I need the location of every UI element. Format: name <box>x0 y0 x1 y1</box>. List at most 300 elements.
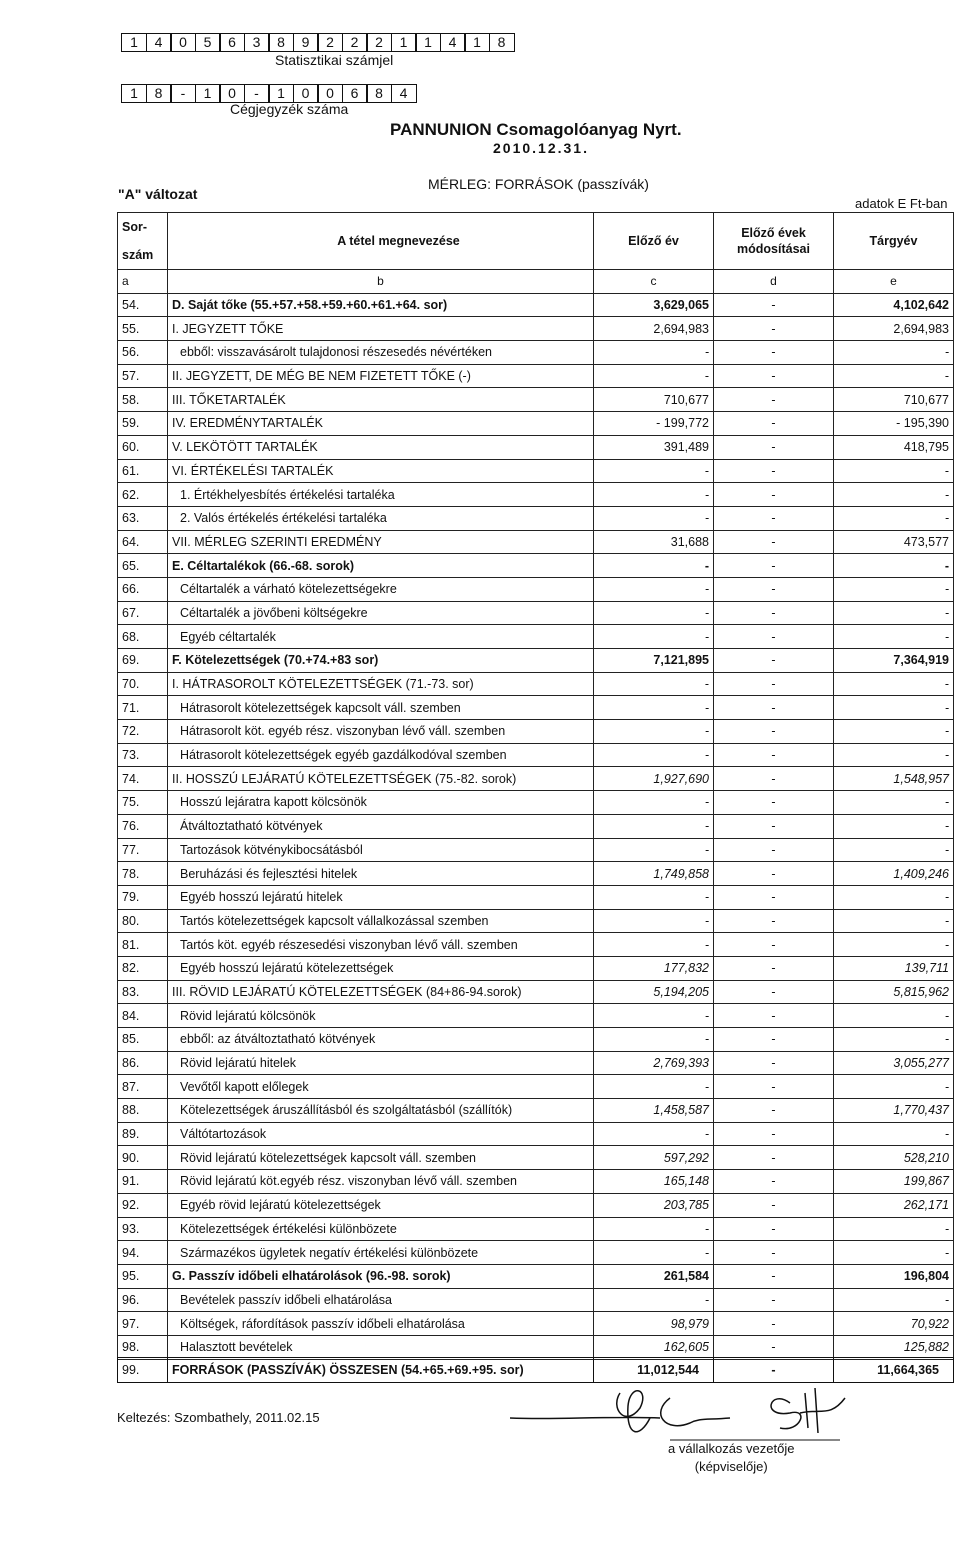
row-current-year: - <box>834 1028 954 1052</box>
row-prev-year: - <box>594 885 714 909</box>
row-name: V. LEKÖTÖTT TARTALÉK <box>168 435 594 459</box>
row-number: 71. <box>118 696 168 720</box>
total-prev: 11,012,544 <box>594 1358 714 1383</box>
row-number: 66. <box>118 577 168 601</box>
row-name: Költségek, ráfordítások passzív időbeli elhatárolása <box>168 1312 594 1336</box>
row-prev-year: - <box>594 743 714 767</box>
table-row <box>118 1264 954 1288</box>
row-modification: - <box>714 838 834 862</box>
row-prev-year: - <box>594 1122 714 1146</box>
row-number: 59. <box>118 412 168 436</box>
row-current-year: - <box>834 743 954 767</box>
row-current-year: - <box>834 341 954 365</box>
row-number: 79. <box>118 885 168 909</box>
row-current-year: - <box>834 364 954 388</box>
row-name: Kötelezettségek áruszállításból és szolgáltatásból (szállítók) <box>168 1099 594 1123</box>
table-row <box>118 1051 954 1075</box>
row-name: Egyéb céltartalék <box>168 625 594 649</box>
row-modification: - <box>714 696 834 720</box>
row-number: 76. <box>118 814 168 838</box>
reg-digit-box: 0 <box>317 84 343 103</box>
row-name: Tartozások kötvénykibocsátásból <box>168 838 594 862</box>
reg-digit-box: 0 <box>293 84 319 103</box>
row-current-year: - <box>834 672 954 696</box>
row-modification: - <box>714 577 834 601</box>
row-name: Tartós kötelezettségek kapcsolt vállalkozással szemben <box>168 909 594 933</box>
row-prev-year: 1,458,587 <box>594 1099 714 1123</box>
table-row <box>118 1193 954 1217</box>
row-prev-year: - <box>594 341 714 365</box>
row-name: Tartós köt. egyéb részesedési viszonyban lévő váll. szemben <box>168 933 594 957</box>
letter-d: d <box>714 270 834 294</box>
row-number: 87. <box>118 1075 168 1099</box>
row-prev-year: - <box>594 1241 714 1265</box>
statement-title: MÉRLEG: FORRÁSOK (passzívák) <box>428 176 649 192</box>
table-row <box>118 672 954 696</box>
row-prev-year: 1,927,690 <box>594 767 714 791</box>
row-modification: - <box>714 1122 834 1146</box>
row-number: 81. <box>118 933 168 957</box>
table-row <box>118 1146 954 1170</box>
row-modification: - <box>714 625 834 649</box>
stat-digit-box: 1 <box>121 33 147 52</box>
row-prev-year: 165,148 <box>594 1170 714 1194</box>
row-name: Halasztott bevételek <box>168 1335 594 1359</box>
row-modification: - <box>714 1241 834 1265</box>
row-prev-year: - <box>594 483 714 507</box>
row-prev-year: 177,832 <box>594 956 714 980</box>
row-name: ebből: az átváltoztatható kötvények <box>168 1028 594 1052</box>
row-number: 65. <box>118 554 168 578</box>
row-number: 75. <box>118 791 168 815</box>
row-prev-year: 2,694,983 <box>594 317 714 341</box>
row-name: Egyéb hosszú lejáratú kötelezettségek <box>168 956 594 980</box>
row-name: Váltótartozások <box>168 1122 594 1146</box>
row-current-year: 1,548,957 <box>834 767 954 791</box>
row-prev-year: - <box>594 1075 714 1099</box>
total-name: FORRÁSOK (PASSZÍVÁK) ÖSSZESEN (54.+65.+69.+95. sor) <box>168 1358 594 1383</box>
row-current-year: - <box>834 933 954 957</box>
row-number: 97. <box>118 1312 168 1336</box>
table-row <box>118 1217 954 1241</box>
row-prev-year: - <box>594 791 714 815</box>
row-number: 74. <box>118 767 168 791</box>
row-current-year: - <box>834 1075 954 1099</box>
row-prev-year: - <box>594 601 714 625</box>
row-modification: - <box>714 862 834 886</box>
row-name: G. Passzív időbeli elhatárolások (96.-98. sorok) <box>168 1264 594 1288</box>
table-row <box>118 1122 954 1146</box>
row-name: Kötelezettségek értékelési különbözete <box>168 1217 594 1241</box>
stat-digit-box: 0 <box>170 33 196 52</box>
row-name: Hátrasorolt köt. egyéb rész. viszonyban lévő váll. szemben <box>168 720 594 744</box>
reg-digit-box: 8 <box>366 84 392 103</box>
row-number: 91. <box>118 1170 168 1194</box>
row-prev-year: 7,121,895 <box>594 649 714 673</box>
stat-digit-box: 5 <box>195 33 221 52</box>
reg-digit-box: - <box>170 84 196 103</box>
row-prev-year: 261,584 <box>594 1264 714 1288</box>
stat-digit-box: 8 <box>489 33 515 52</box>
table-row <box>118 862 954 886</box>
row-current-year: - <box>834 1288 954 1312</box>
table-row <box>118 720 954 744</box>
row-modification: - <box>714 483 834 507</box>
stat-digit-box: 6 <box>219 33 245 52</box>
row-modification: - <box>714 364 834 388</box>
row-name: Bevételek passzív időbeli elhatárolása <box>168 1288 594 1312</box>
row-modification: - <box>714 814 834 838</box>
row-current-year: - <box>834 601 954 625</box>
row-modification: - <box>714 1051 834 1075</box>
row-modification: - <box>714 1264 834 1288</box>
row-prev-year: 203,785 <box>594 1193 714 1217</box>
registry-number-caption: Cégjegyzék száma <box>230 101 349 117</box>
row-prev-year: - <box>594 1288 714 1312</box>
row-number: 93. <box>118 1217 168 1241</box>
row-current-year: 4,102,642 <box>834 293 954 317</box>
row-number: 80. <box>118 909 168 933</box>
row-current-year: 3,055,277 <box>834 1051 954 1075</box>
row-modification: - <box>714 1312 834 1336</box>
row-modification: - <box>714 1217 834 1241</box>
table-row <box>118 885 954 909</box>
table-row <box>118 1241 954 1265</box>
table-row <box>118 625 954 649</box>
signer-label <box>668 1440 794 1476</box>
row-number: 55. <box>118 317 168 341</box>
row-modification: - <box>714 1288 834 1312</box>
report-date: 2010.12.31. <box>493 140 589 156</box>
row-name: IV. EREDMÉNYTARTALÉK <box>168 412 594 436</box>
row-modification: - <box>714 649 834 673</box>
row-number: 98. <box>118 1335 168 1359</box>
row-prev-year: - <box>594 933 714 957</box>
row-current-year: 710,677 <box>834 388 954 412</box>
variant-label: "A" változat <box>118 186 198 202</box>
row-modification: - <box>714 1170 834 1194</box>
total-mod: - <box>714 1358 834 1383</box>
stat-digit-box: 1 <box>464 33 490 52</box>
statistical-number-boxes <box>121 33 513 52</box>
table-row <box>118 459 954 483</box>
row-number: 70. <box>118 672 168 696</box>
header-sorszam: Sor- szám <box>118 213 168 270</box>
letter-b: b <box>168 270 594 294</box>
header-targyev: Tárgyév <box>834 213 954 270</box>
row-number: 77. <box>118 838 168 862</box>
row-number: 83. <box>118 980 168 1004</box>
row-prev-year: 3,629,065 <box>594 293 714 317</box>
header-megnevezes: A tétel megnevezése <box>168 213 594 270</box>
table-row <box>118 909 954 933</box>
row-number: 96. <box>118 1288 168 1312</box>
row-current-year: 70,922 <box>834 1312 954 1336</box>
table-row <box>118 483 954 507</box>
row-current-year: 7,364,919 <box>834 649 954 673</box>
row-name: Egyéb rövid lejáratú kötelezettségek <box>168 1193 594 1217</box>
total-no: 99. <box>118 1358 168 1383</box>
row-current-year: - <box>834 1004 954 1028</box>
row-number: 57. <box>118 364 168 388</box>
row-name: Hátrasorolt kötelezettségek kapcsolt váll. szemben <box>168 696 594 720</box>
row-prev-year: - <box>594 838 714 862</box>
row-number: 63. <box>118 506 168 530</box>
row-number: 88. <box>118 1099 168 1123</box>
row-name: 2. Valós értékelés értékelési tartaléka <box>168 506 594 530</box>
row-number: 73. <box>118 743 168 767</box>
row-prev-year: - <box>594 1004 714 1028</box>
row-prev-year: 597,292 <box>594 1146 714 1170</box>
row-name: D. Saját tőke (55.+57.+58.+59.+60.+61.+64. sor) <box>168 293 594 317</box>
letter-e: e <box>834 270 954 294</box>
row-number: 78. <box>118 862 168 886</box>
row-modification: - <box>714 956 834 980</box>
row-name: II. HOSSZÚ LEJÁRATÚ KÖTELEZETTSÉGEK (75.-82. sorok) <box>168 767 594 791</box>
row-name: III. TŐKETARTALÉK <box>168 388 594 412</box>
row-name: E. Céltartalékok (66.-68. sorok) <box>168 554 594 578</box>
row-current-year: - <box>834 838 954 862</box>
row-current-year: 139,711 <box>834 956 954 980</box>
table-row <box>118 838 954 862</box>
table-row <box>118 1335 954 1359</box>
table-row <box>118 412 954 436</box>
stat-digit-box: 2 <box>366 33 392 52</box>
table-row <box>118 696 954 720</box>
row-prev-year: - <box>594 1217 714 1241</box>
row-modification: - <box>714 530 834 554</box>
table-row <box>118 554 954 578</box>
row-modification: - <box>714 885 834 909</box>
reg-digit-box: - <box>244 84 270 103</box>
table-row <box>118 743 954 767</box>
row-prev-year: - <box>594 506 714 530</box>
stat-digit-box: 1 <box>391 33 417 52</box>
stat-digit-box: 2 <box>317 33 343 52</box>
row-current-year: - <box>834 625 954 649</box>
row-current-year: - <box>834 696 954 720</box>
row-number: 90. <box>118 1146 168 1170</box>
row-prev-year: 391,489 <box>594 435 714 459</box>
row-prev-year: - <box>594 1028 714 1052</box>
row-modification: - <box>714 341 834 365</box>
row-modification: - <box>714 1335 834 1359</box>
table-row <box>118 601 954 625</box>
row-prev-year: - <box>594 672 714 696</box>
row-name: 1. Értékhelyesbítés értékelési tartaléka <box>168 483 594 507</box>
row-modification: - <box>714 459 834 483</box>
row-number: 72. <box>118 720 168 744</box>
unit-label: adatok E Ft-ban <box>855 196 948 211</box>
letter-c: c <box>594 270 714 294</box>
table-row <box>118 933 954 957</box>
table-row <box>118 364 954 388</box>
row-prev-year: - <box>594 909 714 933</box>
row-prev-year: 31,688 <box>594 530 714 554</box>
signature-image <box>500 1378 860 1448</box>
row-modification: - <box>714 672 834 696</box>
table-row <box>118 388 954 412</box>
row-current-year: 5,815,962 <box>834 980 954 1004</box>
row-name: I. HÁTRASOROLT KÖTELEZETTSÉGEK (71.-73. sor) <box>168 672 594 696</box>
row-name: Hosszú lejáratra kapott kölcsönök <box>168 791 594 815</box>
row-modification: - <box>714 1028 834 1052</box>
row-number: 95. <box>118 1264 168 1288</box>
row-prev-year: 5,194,205 <box>594 980 714 1004</box>
row-modification: - <box>714 388 834 412</box>
row-current-year: - <box>834 1122 954 1146</box>
row-name: Átváltoztatható kötvények <box>168 814 594 838</box>
row-number: 89. <box>118 1122 168 1146</box>
header-modositas: Előző évek módosításai <box>714 213 834 270</box>
row-name: Céltartalék a jövőbeni költségekre <box>168 601 594 625</box>
stat-digit-box: 4 <box>146 33 172 52</box>
row-modification: - <box>714 1099 834 1123</box>
row-number: 85. <box>118 1028 168 1052</box>
row-current-year: 528,210 <box>834 1146 954 1170</box>
row-modification: - <box>714 1193 834 1217</box>
row-modification: - <box>714 412 834 436</box>
row-name: Rövid lejáratú köt.egyéb rész. viszonyban lévő váll. szemben <box>168 1170 594 1194</box>
total-cur: 11,664,365 <box>834 1358 954 1383</box>
stat-digit-box: 9 <box>293 33 319 52</box>
row-name: Rövid lejáratú kötelezettségek kapcsolt váll. szemben <box>168 1146 594 1170</box>
table-row <box>118 506 954 530</box>
reg-digit-box: 1 <box>268 84 294 103</box>
row-number: 92. <box>118 1193 168 1217</box>
table-row <box>118 341 954 365</box>
row-modification: - <box>714 1146 834 1170</box>
table-row <box>118 649 954 673</box>
row-modification: - <box>714 317 834 341</box>
row-current-year: - <box>834 459 954 483</box>
row-modification: - <box>714 909 834 933</box>
row-modification: - <box>714 743 834 767</box>
row-modification: - <box>714 293 834 317</box>
row-number: 56. <box>118 341 168 365</box>
row-modification: - <box>714 554 834 578</box>
row-prev-year: 162,605 <box>594 1335 714 1359</box>
row-number: 54. <box>118 293 168 317</box>
signer-title: a vállalkozás vezetője <box>668 1441 795 1456</box>
table-row <box>118 1075 954 1099</box>
row-number: 94. <box>118 1241 168 1265</box>
row-prev-year: - <box>594 554 714 578</box>
table-row <box>118 1312 954 1336</box>
table-row <box>118 1288 954 1312</box>
row-modification: - <box>714 720 834 744</box>
row-prev-year: - <box>594 625 714 649</box>
table-row <box>118 1170 954 1194</box>
reg-digit-box: 0 <box>219 84 245 103</box>
row-modification: - <box>714 1075 834 1099</box>
table-row <box>118 1004 954 1028</box>
reg-digit-box: 1 <box>121 84 147 103</box>
header-elozo-ev: Előző év <box>594 213 714 270</box>
row-name: Beruházási és fejlesztési hitelek <box>168 862 594 886</box>
row-current-year: 262,171 <box>834 1193 954 1217</box>
row-number: 62. <box>118 483 168 507</box>
stat-digit-box: 3 <box>244 33 270 52</box>
row-prev-year: - <box>594 459 714 483</box>
row-name: F. Kötelezettségek (70.+74.+83 sor) <box>168 649 594 673</box>
table-row <box>118 1099 954 1123</box>
row-current-year: - <box>834 1241 954 1265</box>
row-prev-year: 2,769,393 <box>594 1051 714 1075</box>
table-row <box>118 1028 954 1052</box>
table-row <box>118 980 954 1004</box>
row-prev-year: 98,979 <box>594 1312 714 1336</box>
row-current-year: - <box>834 577 954 601</box>
row-name: Rövid lejáratú kölcsönök <box>168 1004 594 1028</box>
row-current-year: - <box>834 909 954 933</box>
row-name: Egyéb hosszú lejáratú hitelek <box>168 885 594 909</box>
balance-sheet-table <box>117 212 954 1360</box>
statistical-number-caption: Statisztikai számjel <box>275 52 394 68</box>
signer-subtitle: (képviselője) <box>694 1459 768 1474</box>
row-number: 69. <box>118 649 168 673</box>
row-current-year: 418,795 <box>834 435 954 459</box>
reg-digit-box: 4 <box>391 84 417 103</box>
row-current-year: - <box>834 1217 954 1241</box>
row-current-year: 125,882 <box>834 1335 954 1359</box>
row-name: Származékos ügyletek negatív értékelési különbözete <box>168 1241 594 1265</box>
row-modification: - <box>714 601 834 625</box>
row-current-year: - <box>834 483 954 507</box>
row-name: III. RÖVID LEJÁRATÚ KÖTELEZETTSÉGEK (84+86-94.sorok) <box>168 980 594 1004</box>
table-row <box>118 293 954 317</box>
table-row <box>118 767 954 791</box>
row-number: 86. <box>118 1051 168 1075</box>
row-prev-year: - <box>594 696 714 720</box>
row-current-year: - <box>834 885 954 909</box>
row-current-year: 2,694,983 <box>834 317 954 341</box>
stat-digit-box: 1 <box>415 33 441 52</box>
row-current-year: - 195,390 <box>834 412 954 436</box>
row-number: 82. <box>118 956 168 980</box>
row-modification: - <box>714 933 834 957</box>
row-number: 60. <box>118 435 168 459</box>
date-place: Keltezés: Szombathely, 2011.02.15 <box>117 1410 320 1425</box>
row-current-year: 199,867 <box>834 1170 954 1194</box>
reg-digit-box: 8 <box>146 84 172 103</box>
row-modification: - <box>714 791 834 815</box>
row-name: VII. MÉRLEG SZERINTI EREDMÉNY <box>168 530 594 554</box>
row-current-year: - <box>834 791 954 815</box>
stat-digit-box: 4 <box>440 33 466 52</box>
table-row <box>118 530 954 554</box>
table-row <box>118 317 954 341</box>
row-prev-year: 710,677 <box>594 388 714 412</box>
reg-digit-box: 1 <box>195 84 221 103</box>
row-prev-year: - 199,772 <box>594 412 714 436</box>
letter-a: a <box>118 270 168 294</box>
row-prev-year: - <box>594 364 714 388</box>
row-number: 58. <box>118 388 168 412</box>
row-current-year: - <box>834 554 954 578</box>
row-name: Céltartalék a várható kötelezettségekre <box>168 577 594 601</box>
row-name: II. JEGYZETT, DE MÉG BE NEM FIZETETT TŐKE (-) <box>168 364 594 388</box>
row-current-year: - <box>834 814 954 838</box>
row-name: VI. ÉRTÉKELÉSI TARTALÉK <box>168 459 594 483</box>
stat-digit-box: 8 <box>268 33 294 52</box>
row-prev-year: - <box>594 814 714 838</box>
row-modification: - <box>714 435 834 459</box>
row-current-year: - <box>834 720 954 744</box>
row-number: 84. <box>118 1004 168 1028</box>
row-prev-year: 1,749,858 <box>594 862 714 886</box>
row-modification: - <box>714 506 834 530</box>
